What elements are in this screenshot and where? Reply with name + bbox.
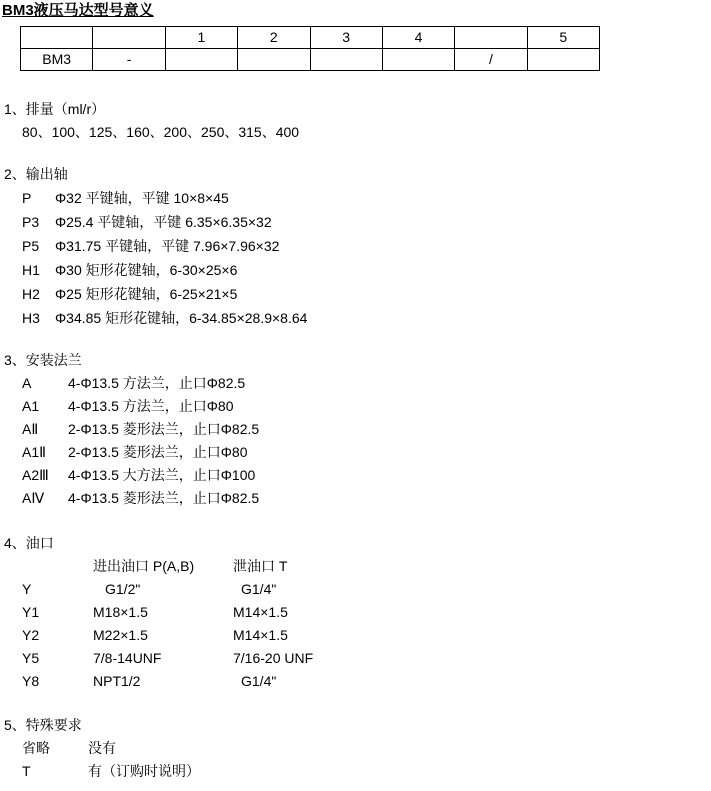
section-body — [2, 372, 711, 510]
port-table-row — [22, 601, 711, 624]
port-table-row — [22, 647, 711, 670]
option-desc: 4-Φ13.5 方法兰，止口Φ80 — [68, 398, 234, 414]
section-heading: 4、油口 — [4, 535, 54, 551]
model-table-cell — [310, 49, 382, 71]
model-table-value-row — [21, 49, 600, 71]
option-desc: Φ31.75 平键轴，平键 7.96×7.96×32 — [55, 238, 280, 254]
port-drain-value: G1/4" — [241, 673, 277, 689]
model-table-cell — [238, 49, 310, 71]
model-table-cell: 4 — [382, 27, 454, 49]
code-desc-row — [22, 737, 711, 760]
model-table-cell: BM3 — [21, 49, 93, 71]
code-desc-row — [22, 234, 711, 258]
option-code: A1Ⅱ — [22, 444, 47, 460]
code-desc-row — [22, 306, 711, 330]
option-code: P3 — [22, 214, 40, 230]
option-code: Y — [22, 581, 32, 597]
option-code: Y1 — [22, 604, 40, 620]
model-table-cell — [165, 49, 237, 71]
port-drain-value: G1/4" — [241, 581, 277, 597]
option-desc: 2-Φ13.5 菱形法兰，止口Φ80 — [68, 444, 248, 460]
option-code: AⅡ — [22, 421, 39, 437]
port-table-row — [22, 670, 711, 693]
model-table-cell: / — [455, 49, 527, 71]
option-code: T — [22, 763, 31, 779]
model-table-cell: 3 — [310, 27, 382, 49]
option-desc: Φ25 矩形花键轴，6-25×21×5 — [55, 286, 238, 302]
code-desc-row — [22, 186, 711, 210]
port-drain-header: 泄油口 T — [233, 558, 288, 574]
section-mounting-flange — [2, 349, 711, 510]
code-desc-row — [22, 210, 711, 234]
section-body — [2, 186, 711, 330]
port-inlet-outlet-value: M22×1.5 — [93, 627, 148, 643]
section-oil-ports — [2, 532, 711, 693]
code-desc-row — [22, 760, 711, 783]
option-code: Y5 — [22, 650, 40, 666]
option-code: Y2 — [22, 627, 40, 643]
model-table-cell: - — [93, 49, 165, 71]
section-body — [2, 737, 711, 783]
model-table-cell: 5 — [527, 27, 599, 49]
option-code: Y8 — [22, 673, 40, 689]
page-title: BM3液压马达型号意义 — [2, 2, 154, 19]
option-code: H1 — [22, 262, 40, 278]
code-desc-row — [22, 395, 711, 418]
section-displacement — [2, 98, 711, 144]
option-desc: Φ34.85 矩形花键轴，6-34.85×28.9×8.64 — [55, 310, 308, 326]
option-code: A — [22, 375, 32, 391]
port-table-header-row — [22, 555, 711, 578]
model-code-table — [20, 26, 600, 71]
section-heading: 5、特殊要求 — [4, 717, 82, 733]
option-desc: 没有 — [88, 740, 116, 756]
port-drain-value: 7/16-20 UNF — [233, 650, 314, 666]
section-heading: 1、排量（ml/r） — [4, 101, 106, 117]
displacement-values: 80、100、125、160、200、250、315、400 — [22, 124, 300, 140]
option-desc: 4-Φ13.5 方法兰，止口Φ82.5 — [68, 375, 246, 391]
option-desc: 4-Φ13.5 菱形法兰，止口Φ82.5 — [68, 490, 260, 506]
option-code: P5 — [22, 238, 40, 254]
port-drain-value: M14×1.5 — [233, 627, 288, 643]
port-inlet-outlet-header: 进出油口 P(A,B) — [93, 558, 195, 574]
port-drain-value: M14×1.5 — [233, 604, 288, 620]
port-inlet-outlet-value: NPT1/2 — [93, 673, 141, 689]
code-desc-row — [22, 487, 711, 510]
port-inlet-outlet-value: G1/2" — [105, 581, 141, 597]
option-code: 省略 — [22, 740, 50, 756]
option-desc: 4-Φ13.5 大方法兰，止口Φ100 — [68, 467, 256, 483]
port-inlet-outlet-value: M18×1.5 — [93, 604, 148, 620]
port-table-row — [22, 578, 711, 601]
code-desc-row — [22, 258, 711, 282]
code-desc-row — [22, 441, 711, 464]
section-body — [2, 121, 711, 144]
port-table-row — [22, 624, 711, 647]
option-code: P — [22, 190, 32, 206]
code-desc-row — [22, 282, 711, 306]
code-desc-row — [22, 464, 711, 487]
option-code: A1 — [22, 398, 40, 414]
model-table-cell — [21, 27, 93, 49]
option-code: A2Ⅲ — [22, 467, 49, 483]
port-code-header — [22, 555, 93, 578]
option-desc: Φ25.4 平键轴，平键 6.35×6.35×32 — [55, 214, 272, 230]
option-code: H2 — [22, 286, 40, 302]
option-desc: 2-Φ13.5 菱形法兰，止口Φ82.5 — [68, 421, 260, 437]
code-desc-row — [22, 418, 711, 441]
model-table-cell — [382, 49, 454, 71]
option-desc: 有（订购时说明） — [88, 763, 200, 779]
option-desc: Φ30 矩形花键轴，6-30×25×6 — [55, 262, 238, 278]
model-table-cell — [527, 49, 599, 71]
code-desc-row — [22, 372, 711, 395]
model-table-cell: 2 — [238, 27, 310, 49]
option-desc: Φ32 平键轴，平键 10×8×45 — [55, 190, 229, 206]
section-special-requirements — [2, 714, 711, 783]
model-table-cell: 1 — [165, 27, 237, 49]
option-code: AⅣ — [22, 490, 45, 506]
section-output-shaft — [2, 163, 711, 330]
option-code: H3 — [22, 310, 40, 326]
model-table-header-row — [21, 27, 600, 49]
model-table-cell — [455, 27, 527, 49]
model-table-cell — [93, 27, 165, 49]
section-heading: 2、输出轴 — [4, 166, 68, 182]
section-body — [2, 555, 711, 693]
port-inlet-outlet-value: 7/8-14UNF — [93, 650, 162, 666]
section-heading: 3、安装法兰 — [4, 352, 82, 368]
